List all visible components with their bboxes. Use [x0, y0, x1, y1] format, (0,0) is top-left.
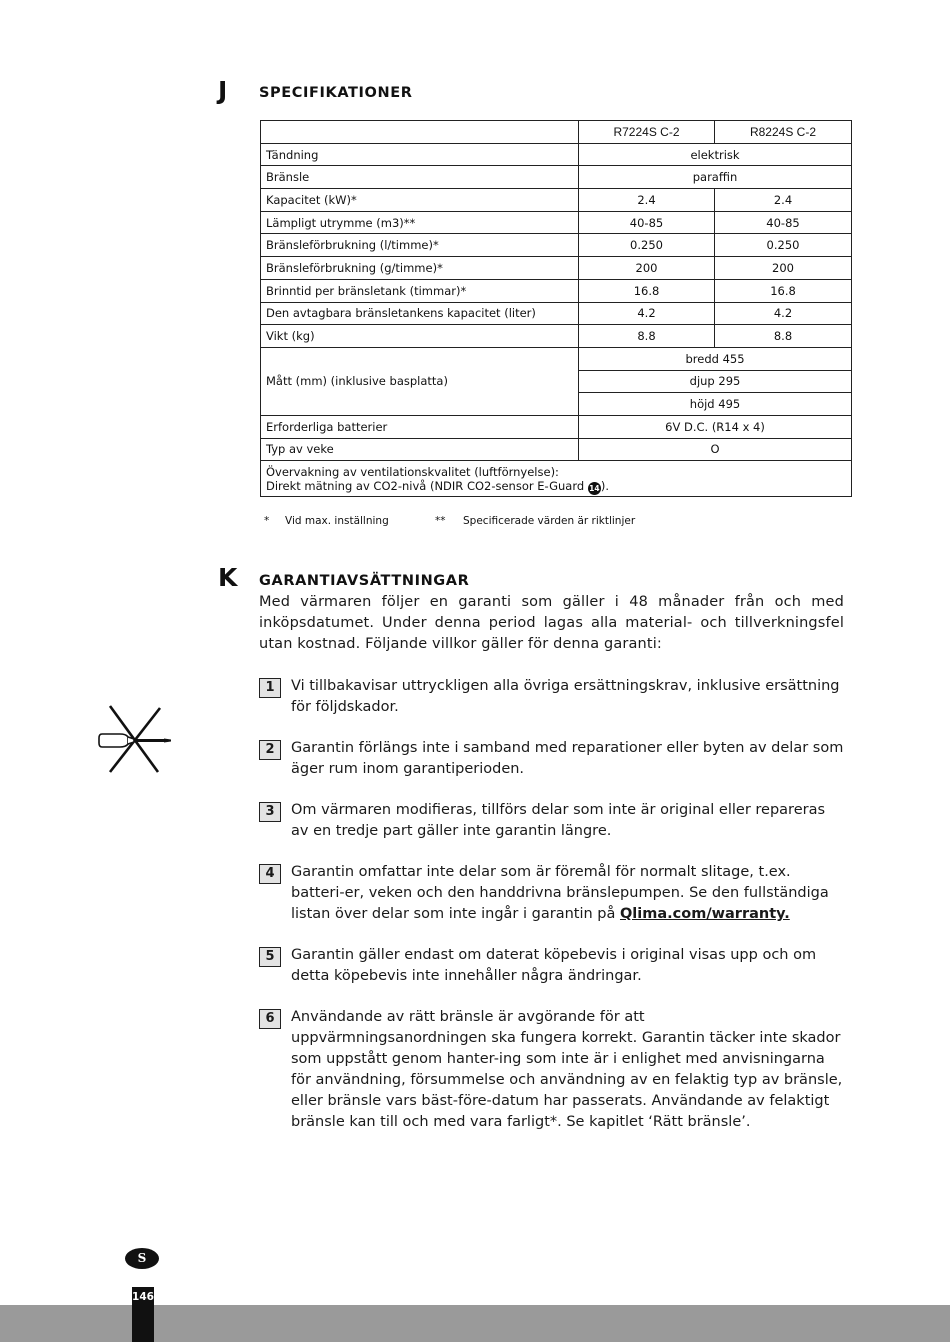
row-label: Erforderliga batterier — [261, 415, 579, 438]
ventilation-cell — [261, 461, 852, 497]
item-text: Om värmaren modifieras, tillförs delar som inte är original eller repareras av en tredje part gäller inte garantin längre. — [291, 802, 826, 839]
row-value-model-2: 0.250 — [715, 234, 852, 257]
item-number-box: 1 — [259, 678, 281, 698]
table-row — [261, 189, 852, 212]
footnote-mark-1: * — [264, 515, 270, 527]
table-row — [261, 234, 852, 257]
header-empty-cell — [261, 121, 579, 144]
table-row — [261, 461, 852, 497]
warranty-item — [259, 676, 844, 718]
table-row — [261, 302, 852, 325]
ventilation-line-2-text: Direkt mätning av CO2-nivå (NDIR CO2-sensor E-Guard — [266, 478, 588, 493]
table-row — [261, 257, 852, 280]
crossed-screwdriver-icon — [96, 700, 176, 778]
row-label: Tändning — [261, 143, 579, 166]
dimension-depth: djup 295 — [579, 370, 852, 393]
row-value-model-1: 4.2 — [579, 302, 715, 325]
row-value-model-2: 40-85 — [715, 211, 852, 234]
item-text: Vi tillbakavisar uttryckligen alla övriga ersättningskrav, inklusive ersättning för följdskador. — [291, 678, 840, 715]
footnote-text-2: Specificerade värden är riktlinjer — [463, 515, 636, 527]
warranty-intro: Med värmaren följer en garanti som gäller i 48 månader från och med inköpsdatumet. Under denna period lagas alla material- och tillverkningsfel utan kostnad. Följande villkor gäller för denna garanti: — [259, 594, 844, 652]
row-value-model-1: 16.8 — [579, 279, 715, 302]
model-header-2: R8224S C-2 — [715, 121, 852, 144]
ventilation-line-2 — [266, 479, 846, 495]
row-value-model-2: 2.4 — [715, 189, 852, 212]
page-number-tab: 146 — [132, 1287, 154, 1342]
warranty-item — [259, 1007, 844, 1133]
item-number-box: 5 — [259, 947, 281, 967]
row-value-model-2: 200 — [715, 257, 852, 280]
item-text: Användande av rätt bränsle är avgörande för att uppvärmningsanordningen ska fungera korrekt. Garantin täcker inte skador som uppstått genom hanter-ing som inte är i enlighet med anvisningarna för användning, försummelse och användning av en felaktig typ av bränsle, eller bränsle vars bäst-före-datum har passerats. Användande av felaktigt bränsle kan till och med vara farligt*. Se kapitlet ‘Rätt bränsle’. — [291, 1009, 843, 1130]
row-value: elektrisk — [579, 143, 852, 166]
footnote-mark-2: ** — [435, 515, 446, 527]
model-header-1: R7224S C-2 — [579, 121, 715, 144]
table-row — [261, 166, 852, 189]
warranty-link[interactable]: Qlima.com/warranty. — [619, 906, 790, 922]
row-label: Typ av veke — [261, 438, 579, 461]
table-row — [261, 415, 852, 438]
table-row — [261, 143, 852, 166]
spec-table — [260, 120, 852, 497]
warranty-item — [259, 738, 844, 780]
reference-number-badge: 14 — [589, 483, 600, 493]
ventilation-line-2-end: ). — [600, 478, 609, 493]
section-letter-k: K — [218, 563, 238, 592]
row-value-model-2: 16.8 — [715, 279, 852, 302]
language-badge: S — [125, 1248, 159, 1269]
row-label: Den avtagbara bränsletankens kapacitet (liter) — [261, 302, 579, 325]
table-row — [261, 347, 852, 370]
item-text: Garantin omfattar inte delar som är föremål för normalt slitage, t.ex. batteri-er, veken och den handdrivna bränslepumpen. Se den fullständiga listan över delar som inte ingår i garantin på — [291, 864, 829, 922]
table-header-row — [261, 121, 852, 144]
row-label: Bränsleförbrukning (l/timme)* — [261, 234, 579, 257]
row-value-model-1: 2.4 — [579, 189, 715, 212]
dimension-height: höjd 495 — [579, 393, 852, 416]
row-label: Mått (mm) (inklusive basplatta) — [261, 347, 579, 415]
row-value: O — [579, 438, 852, 461]
row-value-model-2: 4.2 — [715, 302, 852, 325]
row-value-model-1: 8.8 — [579, 325, 715, 348]
row-value: 6V D.C. (R14 x 4) — [579, 415, 852, 438]
item-text: Garantin gäller endast om daterat köpebevis i original visas upp och om detta köpebevis inte innehåller några ändringar. — [291, 947, 817, 984]
row-label: Kapacitet (kW)* — [261, 189, 579, 212]
item-number-box: 4 — [259, 864, 281, 884]
table-row — [261, 438, 852, 461]
warranty-item — [259, 945, 844, 987]
item-text-block — [291, 862, 844, 925]
row-label: Brinntid per bränsletank (timmar)* — [261, 279, 579, 302]
row-value-model-2: 8.8 — [715, 325, 852, 348]
item-number-box: 3 — [259, 802, 281, 822]
item-number-box: 2 — [259, 740, 281, 760]
table-row — [261, 325, 852, 348]
row-label: Bränsle — [261, 166, 579, 189]
dimension-width: bredd 455 — [579, 347, 852, 370]
row-value-model-1: 0.250 — [579, 234, 715, 257]
item-number-box: 6 — [259, 1009, 281, 1029]
section-title-specifications: SPECIFIKATIONER — [259, 85, 413, 101]
ventilation-line-1: Övervakning av ventilationskvalitet (luftförnyelse): — [266, 464, 559, 479]
row-label: Bränsleförbrukning (g/timme)* — [261, 257, 579, 280]
warranty-item — [259, 862, 844, 925]
table-row — [261, 211, 852, 234]
row-label: Lämpligt utrymme (m3)** — [261, 211, 579, 234]
row-value-model-1: 40-85 — [579, 211, 715, 234]
row-value: paraffin — [579, 166, 852, 189]
section-letter-j: J — [218, 76, 228, 105]
footnote-text-1: Vid max. inställning — [285, 515, 389, 527]
section-title-warranty: GARANTIAVSÄTTNINGAR — [259, 573, 470, 589]
row-label: Vikt (kg) — [261, 325, 579, 348]
item-text: Garantin förlängs inte i samband med reparationer eller byten av delar som äger rum inom garantiperioden. — [291, 740, 844, 777]
table-row — [261, 279, 852, 302]
row-value-model-1: 200 — [579, 257, 715, 280]
warranty-item — [259, 800, 844, 842]
